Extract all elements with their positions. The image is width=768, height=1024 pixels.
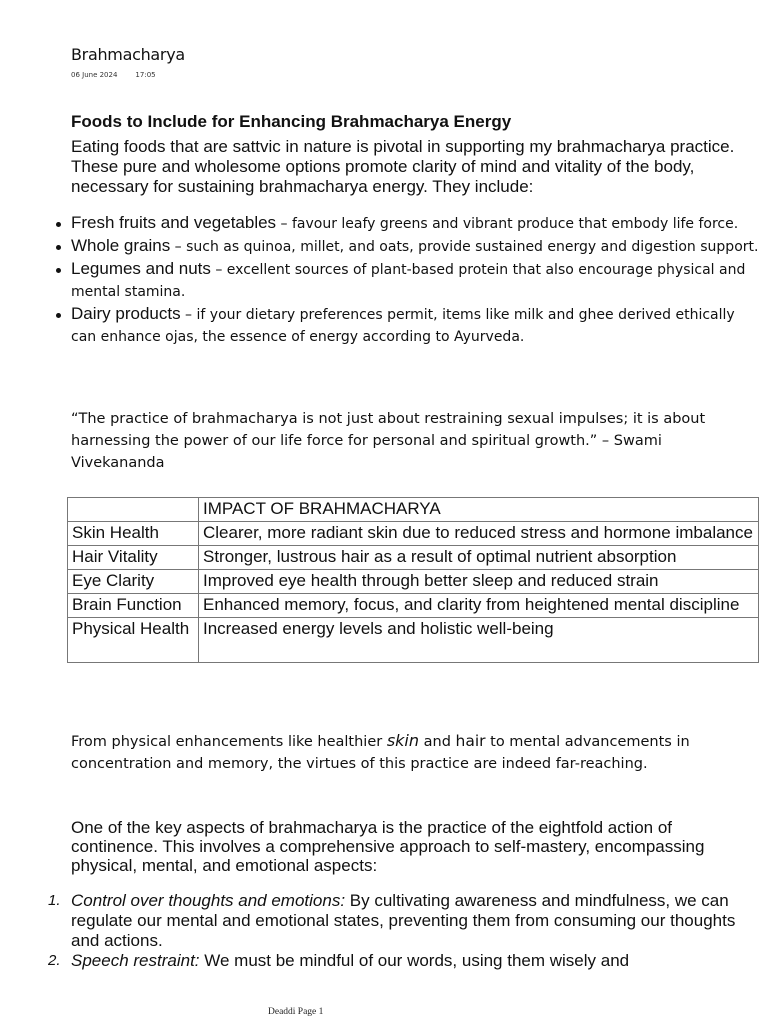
table-cell-impact: Improved eye health through better sleep and reduced strain bbox=[199, 570, 759, 594]
table-cell-impact: Enhanced memory, focus, and clarity from heightened mental discipline bbox=[199, 594, 759, 618]
list-item bbox=[48, 891, 751, 951]
table-cell-impact: Stronger, lustrous hair as a result of optimal nutrient absorption bbox=[199, 546, 759, 570]
table-row bbox=[68, 570, 759, 594]
table-header-row bbox=[68, 498, 759, 522]
food-desc: – excellent sources of plant-based protein that also encourage physical and mental stamina. bbox=[71, 262, 746, 300]
summary-text: and bbox=[419, 734, 456, 750]
impact-table bbox=[67, 497, 759, 663]
food-term: Fresh fruits and vegetables bbox=[71, 213, 277, 232]
note-time: 17:05 bbox=[135, 71, 156, 79]
summary-hair-word: hair bbox=[455, 732, 486, 750]
list-item bbox=[71, 258, 761, 303]
list-item bbox=[71, 212, 761, 235]
food-term: Legumes and nuts bbox=[71, 259, 211, 278]
table-cell-impact: Clearer, more radiant skin due to reduced stress and hormone imbalance bbox=[199, 522, 759, 546]
list-item bbox=[71, 235, 761, 258]
list-number: 2. bbox=[48, 952, 61, 969]
summary-text: to mental advancements in concentration and memory, the virtues of this practice are indeed far-reaching. bbox=[71, 734, 690, 772]
summary-skin-word: skin bbox=[386, 731, 420, 750]
foods-list bbox=[71, 212, 761, 348]
note-date: 06 June 2024 bbox=[71, 71, 118, 79]
table-row bbox=[68, 546, 759, 570]
eightfold-intro: One of the key aspects of brahmacharya is the practice of the eightfold action of continence. This involves a comprehensive approach to self-mastery, encompassing physical, mental, and emotional aspects: bbox=[71, 818, 705, 875]
table-cell-area: Eye Clarity bbox=[68, 570, 199, 594]
table-header-cell: IMPACT OF BRAHMACHARYA bbox=[199, 498, 759, 522]
list-number: 1. bbox=[48, 892, 61, 909]
page-title: Brahmacharya bbox=[71, 45, 185, 64]
food-desc: – favour leafy greens and vibrant produce that embody life force. bbox=[276, 216, 739, 232]
table-row bbox=[68, 618, 759, 663]
food-term: Dairy products bbox=[71, 304, 181, 323]
foods-intro: Eating foods that are sattvic in nature is pivotal in supporting my brahmacharya practice. These pure and wholesome options promote clarity of mind and vitality of the body, necessary for sustaining brahmacharya energy. They include: bbox=[71, 137, 735, 196]
item-text: By cultivating awareness and mindfulness, we can regulate our mental and emotional states, preventing them from consuming our thoughts and actions. bbox=[71, 891, 736, 950]
food-desc: – if your dietary preferences permit, items like milk and ghee derived ethically can enhance ojas, the essence of energy according to Ayurveda. bbox=[71, 307, 735, 345]
table-cell-area: Physical Health bbox=[68, 618, 199, 663]
item-lead: Speech restraint: bbox=[71, 951, 200, 970]
summary-text: From physical enhancements like healthier bbox=[71, 734, 387, 750]
item-text: We must be mindful of our words, using them wisely and bbox=[199, 951, 630, 970]
table-header-cell bbox=[68, 498, 199, 522]
table-cell-impact: Increased energy levels and holistic well-being bbox=[199, 618, 759, 663]
list-item bbox=[48, 951, 751, 971]
food-term: Whole grains bbox=[71, 236, 171, 255]
table-row bbox=[68, 522, 759, 546]
vivekananda-quote: “The practice of brahmacharya is not just about restraining sexual impulses; it is about harnessing the power of our life force for personal and spiritual growth.” – Swami Vivekananda bbox=[71, 411, 706, 471]
table-cell-area: Brain Function bbox=[68, 594, 199, 618]
foods-heading: Foods to Include for Enhancing Brahmacharya Energy bbox=[71, 112, 512, 131]
page-footer: Deaddi Page 1 bbox=[268, 1007, 324, 1017]
item-lead: Control over thoughts and emotions: bbox=[71, 891, 346, 910]
table-cell-area: Hair Vitality bbox=[68, 546, 199, 570]
note-timestamp bbox=[71, 71, 156, 79]
table-row bbox=[68, 594, 759, 618]
summary-paragraph bbox=[71, 730, 751, 775]
food-desc: – such as quinoa, millet, and oats, provide sustained energy and digestion support. bbox=[170, 239, 759, 255]
table-cell-area: Skin Health bbox=[68, 522, 199, 546]
list-item bbox=[71, 303, 761, 348]
eightfold-list bbox=[48, 891, 751, 971]
